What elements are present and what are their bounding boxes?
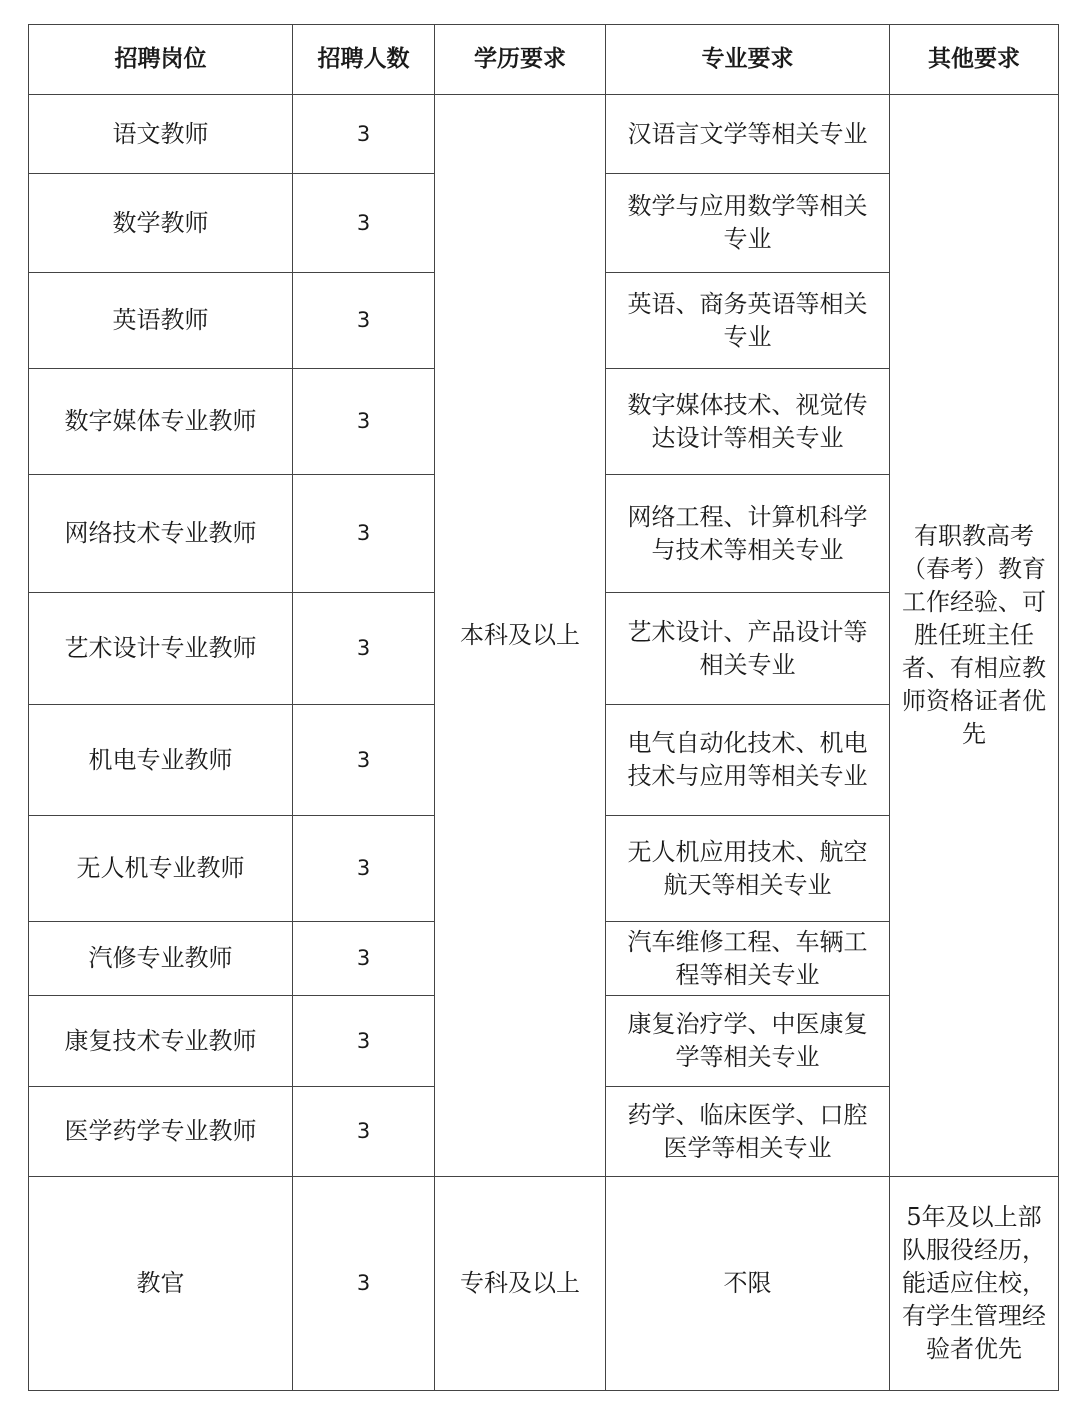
position-cell: 医学药学专业教师	[29, 1087, 293, 1177]
count-cell: 3	[293, 369, 435, 475]
other-requirements-cell: 5年及以上部队服役经历，能适应住校，有学生管理经验者优先	[890, 1177, 1059, 1391]
major-cell: 康复治疗学、中医康复学等相关专业	[606, 996, 890, 1087]
count-cell: 3	[293, 1087, 435, 1177]
major-cell: 汽车维修工程、车辆工程等相关专业	[606, 922, 890, 996]
position-cell: 康复技术专业教师	[29, 996, 293, 1087]
count-cell: 3	[293, 705, 435, 816]
other-requirements-cell: 有职教高考（春考）教育工作经验、可胜任班主任者、有相应教师资格证者优先	[890, 95, 1059, 1177]
header-education: 学历要求	[435, 25, 606, 95]
major-cell: 网络工程、计算机科学与技术等相关专业	[606, 475, 890, 593]
count-cell: 3	[293, 922, 435, 996]
position-cell: 网络技术专业教师	[29, 475, 293, 593]
position-cell: 机电专业教师	[29, 705, 293, 816]
count-cell: 3	[293, 95, 435, 174]
header-major: 专业要求	[606, 25, 890, 95]
major-cell: 汉语言文学等相关专业	[606, 95, 890, 174]
major-cell: 电气自动化技术、机电技术与应用等相关专业	[606, 705, 890, 816]
recruitment-table	[28, 24, 1059, 1391]
table-row	[29, 1177, 1059, 1391]
count-cell: 3	[293, 475, 435, 593]
header-row	[29, 25, 1059, 95]
major-cell: 药学、临床医学、口腔医学等相关专业	[606, 1087, 890, 1177]
major-cell: 不限	[606, 1177, 890, 1391]
position-cell: 汽修专业教师	[29, 922, 293, 996]
position-cell: 数字媒体专业教师	[29, 369, 293, 475]
major-cell: 艺术设计、产品设计等相关专业	[606, 593, 890, 705]
header-other: 其他要求	[890, 25, 1059, 95]
count-cell: 3	[293, 816, 435, 922]
count-cell: 3	[293, 996, 435, 1087]
position-cell: 数学教师	[29, 174, 293, 273]
table-row	[29, 95, 1059, 174]
count-cell: 3	[293, 273, 435, 369]
major-cell: 无人机应用技术、航空航天等相关专业	[606, 816, 890, 922]
education-cell: 本科及以上	[435, 95, 606, 1177]
major-cell: 数字媒体技术、视觉传达设计等相关专业	[606, 369, 890, 475]
count-cell: 3	[293, 174, 435, 273]
education-cell: 专科及以上	[435, 1177, 606, 1391]
header-count: 招聘人数	[293, 25, 435, 95]
position-cell: 语文教师	[29, 95, 293, 174]
count-cell: 3	[293, 1177, 435, 1391]
position-cell: 艺术设计专业教师	[29, 593, 293, 705]
header-position: 招聘岗位	[29, 25, 293, 95]
position-cell: 英语教师	[29, 273, 293, 369]
major-cell: 数学与应用数学等相关专业	[606, 174, 890, 273]
position-cell: 教官	[29, 1177, 293, 1391]
count-cell: 3	[293, 593, 435, 705]
position-cell: 无人机专业教师	[29, 816, 293, 922]
major-cell: 英语、商务英语等相关专业	[606, 273, 890, 369]
